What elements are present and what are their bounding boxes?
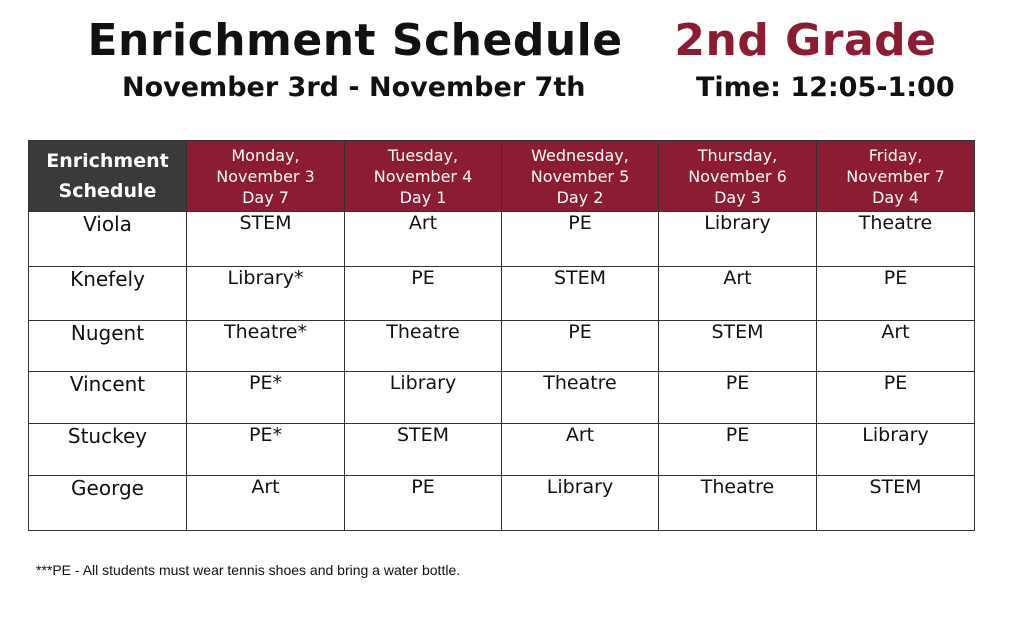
table-cell: PE*: [187, 372, 345, 424]
day-date: November 3: [216, 166, 315, 186]
day-weekday: Wednesday,: [531, 145, 629, 165]
table-cell: Art: [345, 212, 502, 267]
teacher-name: Viola: [29, 212, 187, 267]
table-row: [29, 424, 975, 476]
table-cell: PE: [345, 476, 502, 531]
title-text: Enrichment Schedule: [87, 15, 623, 66]
table-cell: PE: [345, 267, 502, 321]
grade-label: 2nd Grade: [674, 15, 937, 66]
day-header-friday: [817, 141, 975, 212]
table-row: [29, 321, 975, 372]
table-row: [29, 476, 975, 531]
day-rotation: Day 7: [242, 187, 289, 207]
page-title: [0, 12, 1024, 70]
corner-header: [29, 141, 187, 212]
table-cell: Library: [817, 424, 975, 476]
table-cell: Theatre: [817, 212, 975, 267]
day-header-thursday: [659, 141, 817, 212]
day-weekday: Thursday,: [697, 145, 778, 165]
teacher-name: George: [29, 476, 187, 531]
table-cell: Library: [659, 212, 817, 267]
day-date: November 4: [373, 166, 473, 186]
teacher-name: Knefely: [29, 267, 187, 321]
table-cell: Art: [502, 424, 659, 476]
day-weekday: Monday,: [231, 145, 300, 165]
day-rotation: Day 3: [714, 187, 761, 207]
day-header-tuesday: [345, 141, 502, 212]
day-date: November 6: [688, 166, 787, 186]
table-cell: Theatre*: [187, 321, 345, 372]
day-date: November 7: [846, 166, 945, 186]
table-cell: Art: [659, 267, 817, 321]
table-cell: STEM: [187, 212, 345, 267]
day-header-monday: [187, 141, 345, 212]
table-row: [29, 212, 975, 267]
table-cell: Art: [187, 476, 345, 531]
table-cell: Library*: [187, 267, 345, 321]
table-cell: Library: [502, 476, 659, 531]
table-cell: PE: [659, 372, 817, 424]
table-cell: Theatre: [345, 321, 502, 372]
table-row: [29, 372, 975, 424]
date-range: November 3rd - November 7th: [122, 72, 586, 103]
table-cell: Art: [817, 321, 975, 372]
table-cell: PE: [502, 321, 659, 372]
table-cell: Theatre: [659, 476, 817, 531]
corner-line-2: Schedule: [58, 180, 157, 202]
table-cell: STEM: [345, 424, 502, 476]
day-date: November 5: [530, 166, 630, 186]
teacher-name: Vincent: [29, 372, 187, 424]
day-weekday: Tuesday,: [387, 145, 459, 165]
table-cell: Library: [345, 372, 502, 424]
table-row: [29, 267, 975, 321]
table-cell: STEM: [659, 321, 817, 372]
corner-line-1: Enrichment: [46, 150, 169, 172]
table-cell: PE: [659, 424, 817, 476]
table-cell: PE: [817, 372, 975, 424]
day-rotation: Day 4: [872, 187, 919, 207]
day-rotation: Day 1: [399, 187, 447, 207]
schedule-table: [28, 140, 975, 531]
table-cell: STEM: [502, 267, 659, 321]
day-rotation: Day 2: [556, 187, 604, 207]
time-range: Time: 12:05-1:00: [696, 72, 955, 103]
table-cell: Theatre: [502, 372, 659, 424]
teacher-name: Nugent: [29, 321, 187, 372]
header-row: [29, 141, 975, 212]
day-header-wednesday: [502, 141, 659, 212]
day-weekday: Friday,: [868, 145, 923, 165]
teacher-name: Stuckey: [29, 424, 187, 476]
table-cell: PE: [817, 267, 975, 321]
table-cell: PE*: [187, 424, 345, 476]
table-cell: PE: [502, 212, 659, 267]
pe-footnote: ***PE - All students must wear tennis shoes and bring a water bottle.: [36, 562, 461, 578]
table-cell: STEM: [817, 476, 975, 531]
